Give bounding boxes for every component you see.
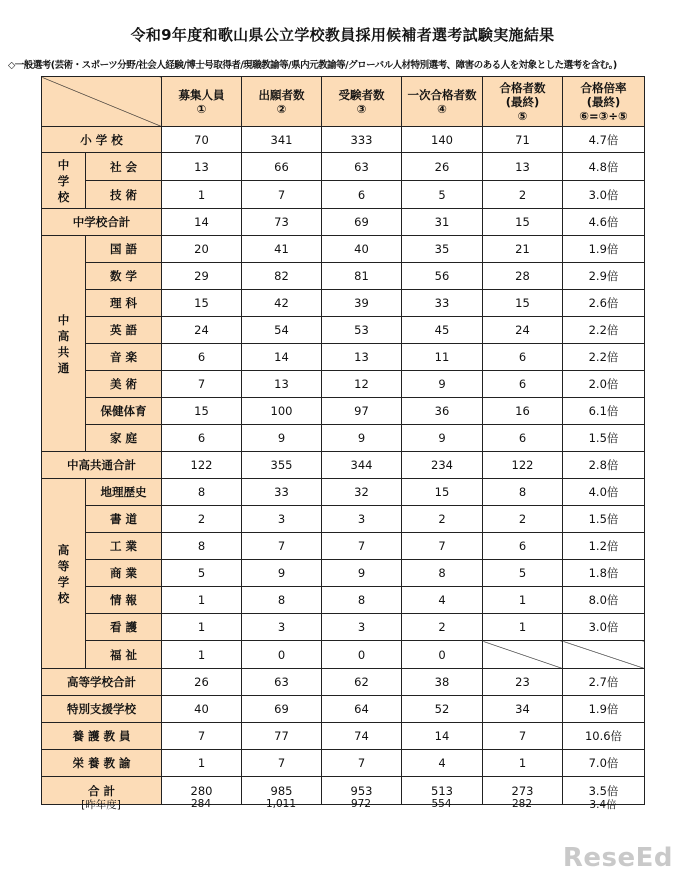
table-row <box>42 371 645 398</box>
table-row <box>42 641 645 669</box>
group-text: 中 高 共 通 <box>57 312 70 375</box>
cell-value: 1.9倍 <box>563 236 645 263</box>
empty-slash-cell <box>563 641 645 669</box>
previous-year-value: 284 <box>190 798 212 810</box>
cell-value: 15 <box>483 290 563 317</box>
cell-value: 4.7倍 <box>563 127 645 153</box>
cell-value: 4.8倍 <box>563 153 645 181</box>
table-row <box>42 127 645 153</box>
cell-value: 77 <box>242 723 322 750</box>
cell-value: 5 <box>402 181 483 209</box>
header-label: 募集人員 <box>178 87 225 102</box>
cell-value: 8 <box>162 479 242 506</box>
cell-value: 6 <box>322 181 402 209</box>
row-label: 看 護 <box>86 614 162 641</box>
results-table <box>41 76 645 805</box>
cell-value: 13 <box>322 344 402 371</box>
header-label: 合格者数 <box>499 80 546 95</box>
cell-value: 8.0倍 <box>563 587 645 614</box>
cell-value: 273 <box>483 777 563 805</box>
cell-value: 7 <box>162 371 242 398</box>
header-corner <box>42 77 162 127</box>
cell-value: 3 <box>322 506 402 533</box>
cell-value: 14 <box>242 344 322 371</box>
cell-value: 234 <box>402 452 483 479</box>
header-label: 出願者数 <box>258 87 305 102</box>
row-label: 書 道 <box>86 506 162 533</box>
cell-value: 73 <box>242 209 322 236</box>
cell-value: 140 <box>402 127 483 153</box>
cell-value: 71 <box>483 127 563 153</box>
cell-value: 62 <box>322 669 402 696</box>
table-row <box>42 317 645 344</box>
cell-value: 42 <box>242 290 322 317</box>
cell-value: 6 <box>162 425 242 452</box>
cell-value: 69 <box>322 209 402 236</box>
row-label: 中学校合計 <box>42 209 162 236</box>
cell-value: 3.0倍 <box>563 614 645 641</box>
page-subtitle: ◇一般選考(芸術・スポーツ分野/社会人経験/博士号取得者/現職教諭等/県内元教諭等/グローバル人材特別選考、障害のある人を対象とした選考を含む。) <box>8 60 617 71</box>
cell-value: 20 <box>162 236 242 263</box>
cell-value: 0 <box>242 641 322 669</box>
row-label: 情 報 <box>86 587 162 614</box>
cell-value: 2.7倍 <box>563 669 645 696</box>
cell-value: 1.5倍 <box>563 506 645 533</box>
header-row <box>42 77 645 127</box>
cell-value: 74 <box>322 723 402 750</box>
header-col-6 <box>563 77 645 127</box>
group-label-jhs <box>42 153 86 209</box>
cell-value: 53 <box>322 317 402 344</box>
cell-value: 6 <box>483 533 563 560</box>
cell-value: 7 <box>242 181 322 209</box>
cell-value: 7 <box>322 750 402 777</box>
cell-value: 35 <box>402 236 483 263</box>
cell-value: 1 <box>483 750 563 777</box>
cell-value: 8 <box>483 479 563 506</box>
cell-value: 69 <box>242 696 322 723</box>
cell-value: 13 <box>162 153 242 181</box>
previous-year-value: 972 <box>350 798 372 810</box>
header-sub: (最終) <box>505 94 540 109</box>
cell-value: 40 <box>162 696 242 723</box>
cell-value: 7 <box>402 533 483 560</box>
table-row <box>42 452 645 479</box>
header-label: 一次合格者数 <box>407 87 477 102</box>
row-label: 工 業 <box>86 533 162 560</box>
cell-value: 54 <box>242 317 322 344</box>
cell-value: 9 <box>322 425 402 452</box>
cell-value: 14 <box>402 723 483 750</box>
cell-value: 3 <box>242 506 322 533</box>
cell-value: 6 <box>162 344 242 371</box>
cell-value: 3 <box>322 614 402 641</box>
cell-value: 6 <box>483 425 563 452</box>
cell-value: 280 <box>162 777 242 805</box>
row-label: 保健体育 <box>86 398 162 425</box>
cell-value: 2 <box>402 614 483 641</box>
row-label: 数 学 <box>86 263 162 290</box>
header-sub: (最終) <box>586 94 621 109</box>
table-row <box>42 723 645 750</box>
group-text: 中 学 校 <box>57 157 70 204</box>
cell-value: 32 <box>322 479 402 506</box>
cell-value: 7 <box>242 533 322 560</box>
header-col-5 <box>483 77 563 127</box>
table-row <box>42 181 645 209</box>
cell-value: 1 <box>162 750 242 777</box>
cell-value: 26 <box>402 153 483 181</box>
header-num: ② <box>276 101 287 116</box>
cell-value: 14 <box>162 209 242 236</box>
cell-value: 9 <box>242 560 322 587</box>
cell-value: 9 <box>402 371 483 398</box>
cell-value: 100 <box>242 398 322 425</box>
previous-year-row <box>41 796 644 812</box>
cell-value: 4.6倍 <box>563 209 645 236</box>
cell-value: 64 <box>322 696 402 723</box>
header-num: ⑥=③÷⑤ <box>579 108 628 123</box>
cell-value: 1 <box>483 614 563 641</box>
previous-year-value: 282 <box>511 798 533 810</box>
cell-value: 1.8倍 <box>563 560 645 587</box>
row-label: 理 科 <box>86 290 162 317</box>
cell-value: 0 <box>402 641 483 669</box>
group-label-common <box>42 236 86 452</box>
previous-year-label: [昨年度] <box>81 798 121 811</box>
table-row <box>42 263 645 290</box>
cell-value: 341 <box>242 127 322 153</box>
cell-value: 33 <box>242 479 322 506</box>
cell-value: 29 <box>162 263 242 290</box>
header-num: ③ <box>356 101 367 116</box>
cell-value: 333 <box>322 127 402 153</box>
cell-value: 45 <box>402 317 483 344</box>
cell-value: 15 <box>162 290 242 317</box>
cell-value: 4 <box>402 587 483 614</box>
cell-value: 1 <box>162 614 242 641</box>
cell-value: 4 <box>402 750 483 777</box>
cell-value: 1.2倍 <box>563 533 645 560</box>
cell-value: 15 <box>483 209 563 236</box>
cell-value: 953 <box>322 777 402 805</box>
cell-value: 2 <box>402 506 483 533</box>
cell-value: 16 <box>483 398 563 425</box>
cell-value: 40 <box>322 236 402 263</box>
cell-value: 2.0倍 <box>563 371 645 398</box>
cell-value: 122 <box>162 452 242 479</box>
row-label: 高等学校合計 <box>42 669 162 696</box>
cell-value: 24 <box>483 317 563 344</box>
row-label: 家 庭 <box>86 425 162 452</box>
table-row <box>42 479 645 506</box>
table-row <box>42 425 645 452</box>
cell-value: 26 <box>162 669 242 696</box>
header-label: 受験者数 <box>338 87 385 102</box>
cell-value: 513 <box>402 777 483 805</box>
row-label: 地理歴史 <box>86 479 162 506</box>
cell-value: 2 <box>483 506 563 533</box>
cell-value: 28 <box>483 263 563 290</box>
row-label: 特別支援学校 <box>42 696 162 723</box>
cell-value: 3 <box>242 614 322 641</box>
cell-value: 8 <box>322 587 402 614</box>
previous-year-value: 3.4倍 <box>589 798 617 811</box>
cell-value: 1 <box>162 181 242 209</box>
cell-value: 23 <box>483 669 563 696</box>
cell-value: 355 <box>242 452 322 479</box>
cell-value: 15 <box>402 479 483 506</box>
row-label: 商 業 <box>86 560 162 587</box>
cell-value: 5 <box>483 560 563 587</box>
table-row <box>42 236 645 263</box>
row-label: 技 術 <box>86 181 162 209</box>
table-row <box>42 750 645 777</box>
cell-value: 9 <box>242 425 322 452</box>
cell-value: 2.8倍 <box>563 452 645 479</box>
table-row <box>42 398 645 425</box>
cell-value: 7.0倍 <box>563 750 645 777</box>
cell-value: 7 <box>322 533 402 560</box>
table-row <box>42 669 645 696</box>
header-col-2 <box>242 77 322 127</box>
cell-value: 52 <box>402 696 483 723</box>
cell-value: 13 <box>483 153 563 181</box>
cell-value: 1.9倍 <box>563 696 645 723</box>
cell-value: 56 <box>402 263 483 290</box>
cell-value: 41 <box>242 236 322 263</box>
row-label: 小 学 校 <box>42 127 162 153</box>
row-label: 音 楽 <box>86 344 162 371</box>
cell-value: 5 <box>162 560 242 587</box>
cell-value: 82 <box>242 263 322 290</box>
table-row <box>42 696 645 723</box>
cell-value: 1 <box>162 641 242 669</box>
cell-value: 34 <box>483 696 563 723</box>
empty-slash-cell <box>483 641 563 669</box>
cell-value: 2 <box>483 181 563 209</box>
table-row <box>42 614 645 641</box>
table-row <box>42 560 645 587</box>
cell-value: 3.5倍 <box>563 777 645 805</box>
header-num: ① <box>196 101 207 116</box>
cell-value: 8 <box>162 533 242 560</box>
cell-value: 81 <box>322 263 402 290</box>
table-row <box>42 344 645 371</box>
cell-value: 8 <box>402 560 483 587</box>
cell-value: 38 <box>402 669 483 696</box>
cell-value: 2.6倍 <box>563 290 645 317</box>
row-label: 社 会 <box>86 153 162 181</box>
table-row <box>42 209 645 236</box>
table-row <box>42 153 645 181</box>
header-col-4 <box>402 77 483 127</box>
row-label: 中高共通合計 <box>42 452 162 479</box>
row-label: 養 護 教 員 <box>42 723 162 750</box>
previous-year-value: 554 <box>431 798 452 810</box>
cell-value: 63 <box>322 153 402 181</box>
cell-value: 70 <box>162 127 242 153</box>
row-label: 合 計 <box>42 777 162 805</box>
header-num: ⑤ <box>517 108 528 123</box>
cell-value: 7 <box>162 723 242 750</box>
cell-value: 1 <box>483 587 563 614</box>
group-label-hs <box>42 479 86 669</box>
table-row <box>42 506 645 533</box>
cell-value: 1.5倍 <box>563 425 645 452</box>
cell-value: 6.1倍 <box>563 398 645 425</box>
cell-value: 10.6倍 <box>563 723 645 750</box>
cell-value: 344 <box>322 452 402 479</box>
cell-value: 7 <box>483 723 563 750</box>
header-col-1 <box>162 77 242 127</box>
row-label: 栄 養 教 諭 <box>42 750 162 777</box>
row-label: 美 術 <box>86 371 162 398</box>
cell-value: 0 <box>322 641 402 669</box>
cell-value: 8 <box>242 587 322 614</box>
cell-value: 63 <box>242 669 322 696</box>
cell-value: 9 <box>322 560 402 587</box>
cell-value: 3.0倍 <box>563 181 645 209</box>
cell-value: 1 <box>162 587 242 614</box>
cell-value: 9 <box>402 425 483 452</box>
page-title: 令和9年度和歌山県公立学校教員採用候補者選考試験実施結果 <box>130 26 555 44</box>
cell-value: 2 <box>162 506 242 533</box>
cell-value: 24 <box>162 317 242 344</box>
cell-value: 6 <box>483 344 563 371</box>
cell-value: 31 <box>402 209 483 236</box>
group-text: 高 等 学 校 <box>57 542 70 605</box>
cell-value: 11 <box>402 344 483 371</box>
header-label: 合格倍率 <box>580 80 627 95</box>
cell-value: 21 <box>483 236 563 263</box>
table-row <box>42 533 645 560</box>
cell-value: 2.9倍 <box>563 263 645 290</box>
table-row <box>42 290 645 317</box>
cell-value: 6 <box>483 371 563 398</box>
row-label: 福 祉 <box>86 641 162 669</box>
previous-year-value: 1,011 <box>265 798 297 810</box>
cell-value: 2.2倍 <box>563 344 645 371</box>
cell-value: 4.0倍 <box>563 479 645 506</box>
header-num: ④ <box>437 101 447 116</box>
cell-value: 36 <box>402 398 483 425</box>
cell-value: 12 <box>322 371 402 398</box>
cell-value: 13 <box>242 371 322 398</box>
header-col-3 <box>322 77 402 127</box>
cell-value: 66 <box>242 153 322 181</box>
cell-value: 97 <box>322 398 402 425</box>
cell-value: 15 <box>162 398 242 425</box>
cell-value: 2.2倍 <box>563 317 645 344</box>
cell-value: 39 <box>322 290 402 317</box>
row-label: 国 語 <box>86 236 162 263</box>
watermark-logo: ReseEd <box>562 843 673 873</box>
cell-value: 985 <box>242 777 322 805</box>
row-label: 英 語 <box>86 317 162 344</box>
table-row <box>42 587 645 614</box>
cell-value: 122 <box>483 452 563 479</box>
cell-value: 33 <box>402 290 483 317</box>
cell-value: 7 <box>242 750 322 777</box>
